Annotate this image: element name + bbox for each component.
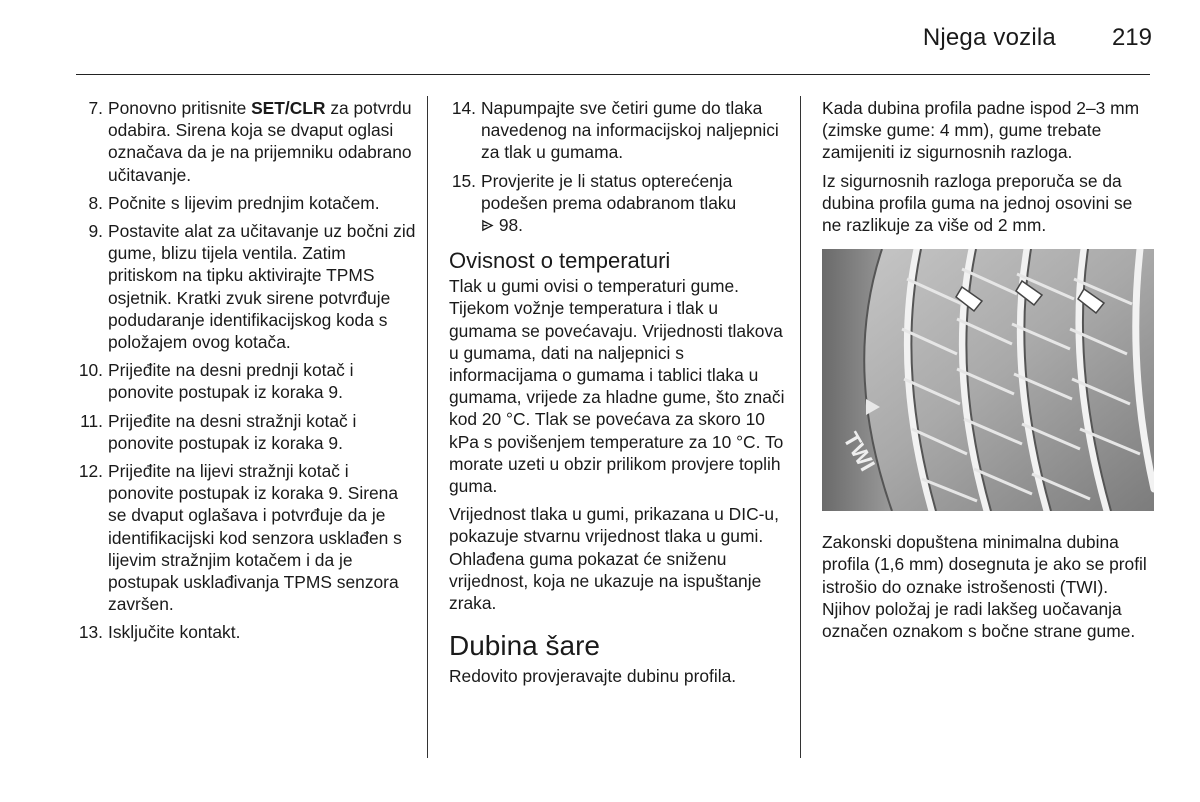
step-text: Počnite s lijevim prednjim kotačem. (108, 192, 380, 213)
list-item (76, 192, 416, 214)
set-clr-key-label: SET/CLR (251, 98, 326, 118)
image-caption: Zakonski dopuštena minimalna dubina profila (1,6 mm) dosegnuta je ako se profil istrošio do oznake istrošenosti (TWI). Njihov položaj je radi lakšeg uočavanja označen oznakom s bočne strane gume. (822, 532, 1147, 642)
tire-tread-twi-illustration (822, 249, 1154, 511)
step-number: 8. (88, 192, 103, 213)
header-title: Njega vozila (922, 24, 1056, 51)
header-rule (76, 74, 1150, 75)
step-text-part: Ponovno pritisnite (108, 98, 252, 118)
step-number: 7. (88, 98, 103, 118)
step-text-part: Provjerite je li status opterećenja podešen prema odabranom tlaku (481, 170, 737, 213)
step-text (108, 97, 416, 186)
reference-arrow-icon (481, 214, 494, 236)
step-text: Prijeđite na desni prednji kotač i ponovite postupak iz koraka 9. (108, 360, 354, 403)
step-number: 14. (451, 98, 476, 118)
column-divider-1 (427, 96, 428, 758)
step-text-part: za potvrdu odabira. Sirena koja se dvaput oglasi označava da je na prijemniku odabrano učitavanje. (108, 98, 412, 185)
temperature-heading: Ovisnost o temperaturi (449, 248, 671, 274)
step-number: 11. (80, 410, 103, 431)
step-text (481, 170, 787, 237)
list-item (76, 621, 416, 643)
paragraph: Vrijednost tlaka u gumi, prikazana u DIC-u, pokazuje stvarnu vrijednost tlaka u gumi. Ohlađena guma pokazat će sniženu vrijednost, koja ne ukazuje na ispuštanje zraka. (449, 504, 779, 614)
column-divider-2 (800, 96, 801, 758)
step-text: Prijeđite na desni stražnji kotač i ponovite postupak iz koraka 9. (108, 410, 357, 453)
step-text: Napumpajte sve četiri gume do tlaka navedenog na informacijskoj naljepnici za tlak u gumama. (481, 98, 779, 163)
page-number: 219 (1111, 24, 1152, 51)
list-item (76, 220, 416, 353)
step-list-1 (76, 97, 416, 644)
page-reference[interactable]: 98. (498, 215, 524, 236)
list-item (76, 359, 416, 403)
step-text: Postavite alat za učitavanje uz bočni zid gume, blizu tijela ventila. Zatim pritiskom na tipku aktivirajte TPMS osjetnik. Kratki zvuk sirene potvrđuje podudaranje identifikacijskog koda s položajem ovog kotača. (108, 221, 416, 353)
page-header (923, 24, 1152, 52)
column-2 (449, 97, 787, 693)
step-text: Prijeđite na lijevi stražnji kotač i ponovite postupak iz koraka 9. Sirena se dvaput oglašava i potvrđuje da je identifikacijski kod senzora usklađen s lijevim stražnjim kotačem i da je postupak usklađivanja TPMS senzora završen. (108, 461, 402, 615)
list-item (76, 97, 416, 186)
column-1 (76, 97, 416, 650)
paragraph: Kada dubina profila padne ispod 2–3 mm (zimske gume: 4 mm), gume trebate zamijeniti iz sigurnosnih razloga. (822, 98, 1140, 163)
list-item (76, 460, 416, 615)
step-number: 10. (78, 360, 103, 381)
step-number: 15. (451, 170, 476, 191)
step-number: 9. (88, 221, 103, 242)
step-number: 12. (78, 461, 103, 482)
tread-depth-heading: Dubina šare (449, 630, 600, 662)
twi-label: TWI (838, 428, 881, 476)
step-text: Isključite kontakt. (108, 622, 241, 643)
paragraph: Redovito provjeravajte dubinu profila. (449, 666, 737, 687)
list-item (76, 410, 416, 454)
list-item (449, 97, 787, 164)
paragraph: Tlak u gumi ovisi o temperaturi gume. Tijekom vožnje temperatura i tlak u gumama se povećavaju. Vrijednosti tlakova u gumama, dati na naljepnici s informacijama o gumama i tablici tlaka u gumama, vrijede za hladne gume, što znači kod 20 °C. Tlak se povećava za skoro 10 kPa s povišenjem temperature za 10 °C. To morate uzeti u obzir prilikom provjere toplih guma. (449, 276, 785, 497)
column-3 (822, 97, 1152, 648)
step-list-2 (449, 97, 787, 236)
paragraph: Iz sigurnosnih razloga preporuča se da dubina profila guma na jednoj osovini se ne razlikuje za više od 2 mm. (822, 170, 1133, 236)
step-number: 13. (78, 622, 103, 643)
list-item (449, 170, 787, 237)
